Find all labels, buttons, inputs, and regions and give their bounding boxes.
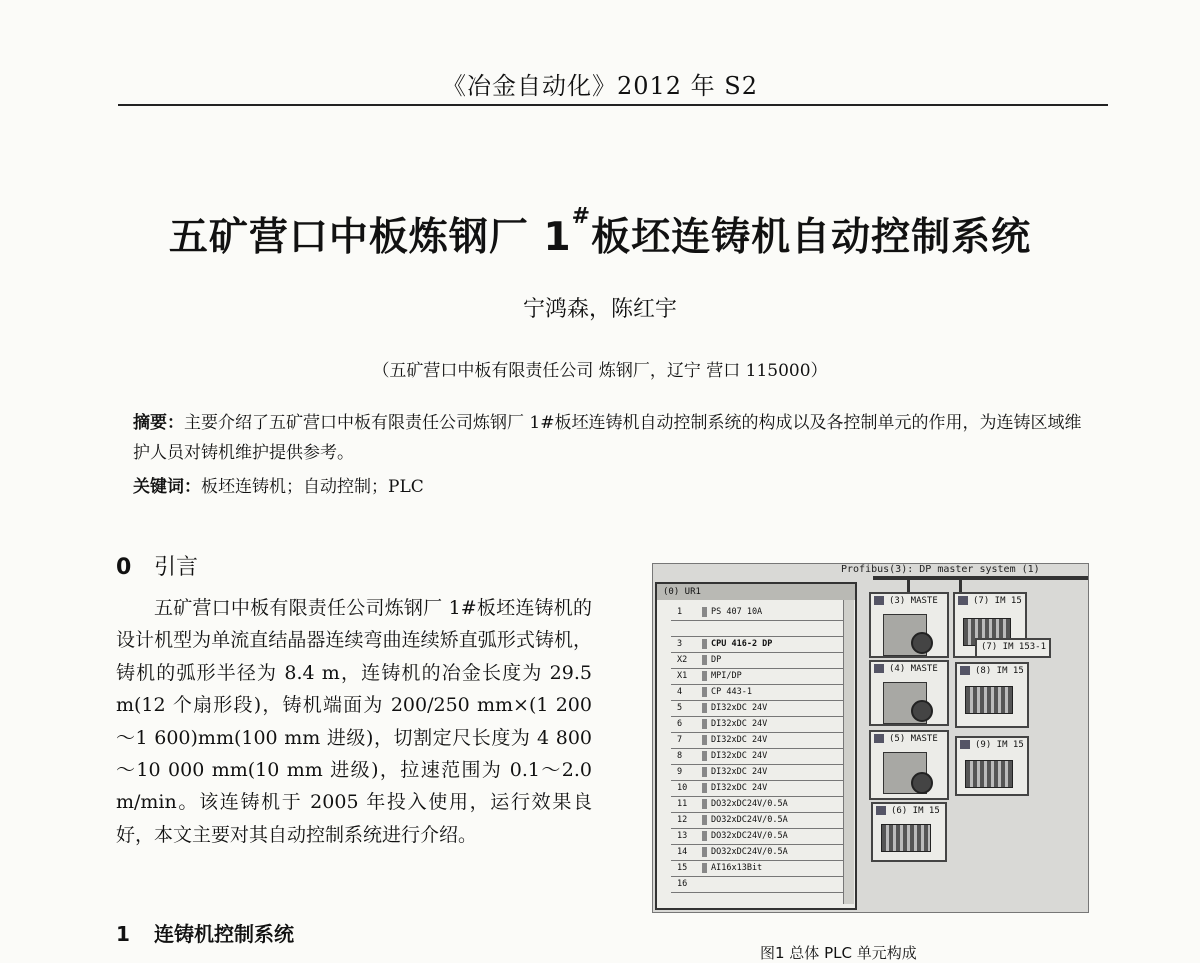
slot-number: 10 — [677, 783, 688, 793]
abstract-label: 摘要： — [133, 413, 184, 433]
module-icon — [702, 751, 707, 761]
slot-module: DP — [711, 655, 722, 665]
slot-number: 13 — [677, 831, 688, 841]
intro-paragraph: 五矿营口中板有限责任公司炼钢厂 1#板坯连铸机的设计机型为单流直结晶器连续弯曲连续矫直弧形式铸机，铸机的弧形半径为 8.4 m，连铸机的冶金长度为 29.5 m(12 个扇形段)，铸机端面为 200/250 mm×(1 200～1 600)mm(100 mm 进级)，切割定尺长度为 4 800～10 000 mm(10 mm 进级)，拉速范围为 0.1～2.0 m/min。该连铸机于 2005 年投入使用，运行效果良好，本文主要对其自动控制系统进行介绍。 — [116, 597, 592, 846]
slot-module: DI32xDC 24V — [711, 783, 768, 793]
device-label: (8) IM 15 — [975, 666, 1024, 676]
dp-master-4[interactable] — [869, 660, 949, 726]
im-slave-9[interactable] — [955, 736, 1029, 796]
device-label: (4) MASTE — [889, 664, 938, 674]
section-heading-1 — [116, 918, 294, 947]
module-icon — [702, 703, 707, 713]
rack-window — [655, 582, 857, 910]
section-title: 引言 — [154, 555, 199, 580]
rack-slot-row[interactable] — [671, 636, 843, 653]
module-icon — [702, 815, 707, 825]
module-icon — [702, 831, 707, 841]
device-label: (7) IM 153-1 — [981, 642, 1047, 652]
slot-number: 15 — [677, 863, 688, 873]
im-slave-7b-label — [975, 638, 1051, 658]
slot-number: 16 — [677, 879, 688, 889]
rack-slot-row[interactable] — [671, 604, 843, 621]
slot-module: DO32xDC24V/0.5A — [711, 799, 788, 809]
rack-slot-row[interactable] — [671, 796, 843, 813]
dp-master-5[interactable] — [869, 730, 949, 800]
io-module — [965, 760, 1013, 788]
slot-number: 1 — [677, 607, 683, 617]
section-heading-0 — [116, 550, 198, 581]
slot-number: 11 — [677, 799, 688, 809]
module-icon — [702, 671, 707, 681]
slot-number: X1 — [677, 671, 688, 681]
slot-module: CPU 416-2 DP — [711, 639, 773, 649]
slot-number: 5 — [677, 703, 683, 713]
slot-module: DO32xDC24V/0.5A — [711, 831, 788, 841]
dp-master-3[interactable] — [869, 592, 949, 658]
module-icon — [702, 767, 707, 777]
module-icon — [702, 735, 707, 745]
slot-number: 7 — [677, 735, 683, 745]
device-label: (5) MASTE — [889, 734, 938, 744]
section-number: 1 — [116, 922, 130, 946]
abstract — [133, 408, 1083, 468]
rack-slot-row[interactable] — [671, 828, 843, 845]
io-module — [965, 686, 1013, 714]
slot-number: 9 — [677, 767, 683, 777]
slot-number: 14 — [677, 847, 688, 857]
slot-module: AI16x13Bit — [711, 863, 763, 873]
rack-title: (0) UR1 — [657, 584, 855, 600]
device-label: (9) IM 15 — [975, 740, 1024, 750]
gear-icon — [911, 632, 933, 654]
section-number: 0 — [116, 555, 132, 580]
module-icon — [702, 847, 707, 857]
module-icon — [702, 639, 707, 649]
rack-slot-row[interactable] — [671, 620, 843, 637]
keywords-text: 板坯连铸机；自动控制；PLC — [201, 477, 424, 497]
bus-drop — [959, 578, 962, 592]
profibus-label: Profibus(3): DP master system (1) — [841, 564, 1040, 575]
slot-number: 6 — [677, 719, 683, 729]
device-label: (3) MASTE — [889, 596, 938, 606]
plc-config-figure — [652, 563, 1089, 913]
im-slave-8[interactable] — [955, 662, 1029, 728]
keywords-label: 关键词： — [133, 477, 201, 497]
slot-number: 4 — [677, 687, 683, 697]
article-title — [0, 206, 1200, 262]
bus-drop — [907, 578, 910, 592]
gear-icon — [911, 700, 933, 722]
authors: 宁鸿森，陈红宇 — [522, 297, 677, 322]
rack-slot-row[interactable] — [671, 764, 843, 781]
slot-module: MPI/DP — [711, 671, 742, 681]
slot-number: 3 — [677, 639, 683, 649]
rack-scrollbar[interactable] — [843, 600, 854, 904]
module-icon — [702, 607, 707, 617]
slot-module: DO32xDC24V/0.5A — [711, 847, 788, 857]
rack-slot-row[interactable] — [671, 748, 843, 765]
slot-module: DO32xDC24V/0.5A — [711, 815, 788, 825]
module-icon — [702, 783, 707, 793]
slot-module: DI32xDC 24V — [711, 719, 768, 729]
rack-slot-row[interactable] — [671, 684, 843, 701]
rack-slot-row[interactable] — [671, 732, 843, 749]
rack-slot-row[interactable] — [671, 652, 843, 669]
rack-slot-row[interactable] — [671, 812, 843, 829]
rack-slot-row[interactable] — [671, 860, 843, 877]
slot-module: DI32xDC 24V — [711, 735, 768, 745]
slot-module: DI32xDC 24V — [711, 751, 768, 761]
title-rest: 板坯连铸机自动控制系统 — [591, 215, 1032, 260]
slot-module: DI32xDC 24V — [711, 703, 768, 713]
device-label: (6) IM 15 — [891, 806, 940, 816]
abstract-text: 主要介绍了五矿营口中板有限责任公司炼钢厂 1#板坯连铸机自动控制系统的构成以及各控制单元的作用，为连铸区域维护人员对铸机维护提供参考。 — [133, 413, 1082, 463]
header-rule — [118, 104, 1108, 106]
slot-module: DI32xDC 24V — [711, 767, 768, 777]
rack-slot-row[interactable] — [671, 668, 843, 685]
module-icon — [702, 863, 707, 873]
section-title: 连铸机控制系统 — [154, 922, 294, 946]
title-sup: # — [571, 204, 592, 229]
module-icon — [702, 799, 707, 809]
rack-slot-row[interactable] — [671, 780, 843, 797]
slot-number: 8 — [677, 751, 683, 761]
gear-icon — [911, 772, 933, 794]
module-icon — [702, 655, 707, 665]
title-main: 五矿营口中板炼钢厂 1 — [168, 215, 572, 260]
slot-number: 12 — [677, 815, 688, 825]
slot-module: PS 407 10A — [711, 607, 763, 617]
profibus-line — [873, 576, 1088, 580]
keywords — [133, 472, 1083, 502]
io-module — [881, 824, 931, 852]
rack-slot-row[interactable] — [671, 876, 843, 893]
slot-module: CP 443-1 — [711, 687, 752, 697]
module-icon — [702, 719, 707, 729]
im-slave-6[interactable] — [871, 802, 947, 862]
module-icon — [702, 687, 707, 697]
device-label: (7) IM 15 — [973, 596, 1022, 606]
figure-caption: 图1 总体 PLC 单元构成 — [760, 944, 917, 962]
rack-slot-row[interactable] — [671, 716, 843, 733]
rack-slot-row[interactable] — [671, 700, 843, 717]
journal-header: 《冶金自动化》2012 年 S2 — [441, 72, 759, 100]
rack-slot-row[interactable] — [671, 844, 843, 861]
slot-number: X2 — [677, 655, 688, 665]
affiliation: （五矿营口中板有限责任公司 炼钢厂，辽宁 营口 115000） — [372, 361, 828, 381]
